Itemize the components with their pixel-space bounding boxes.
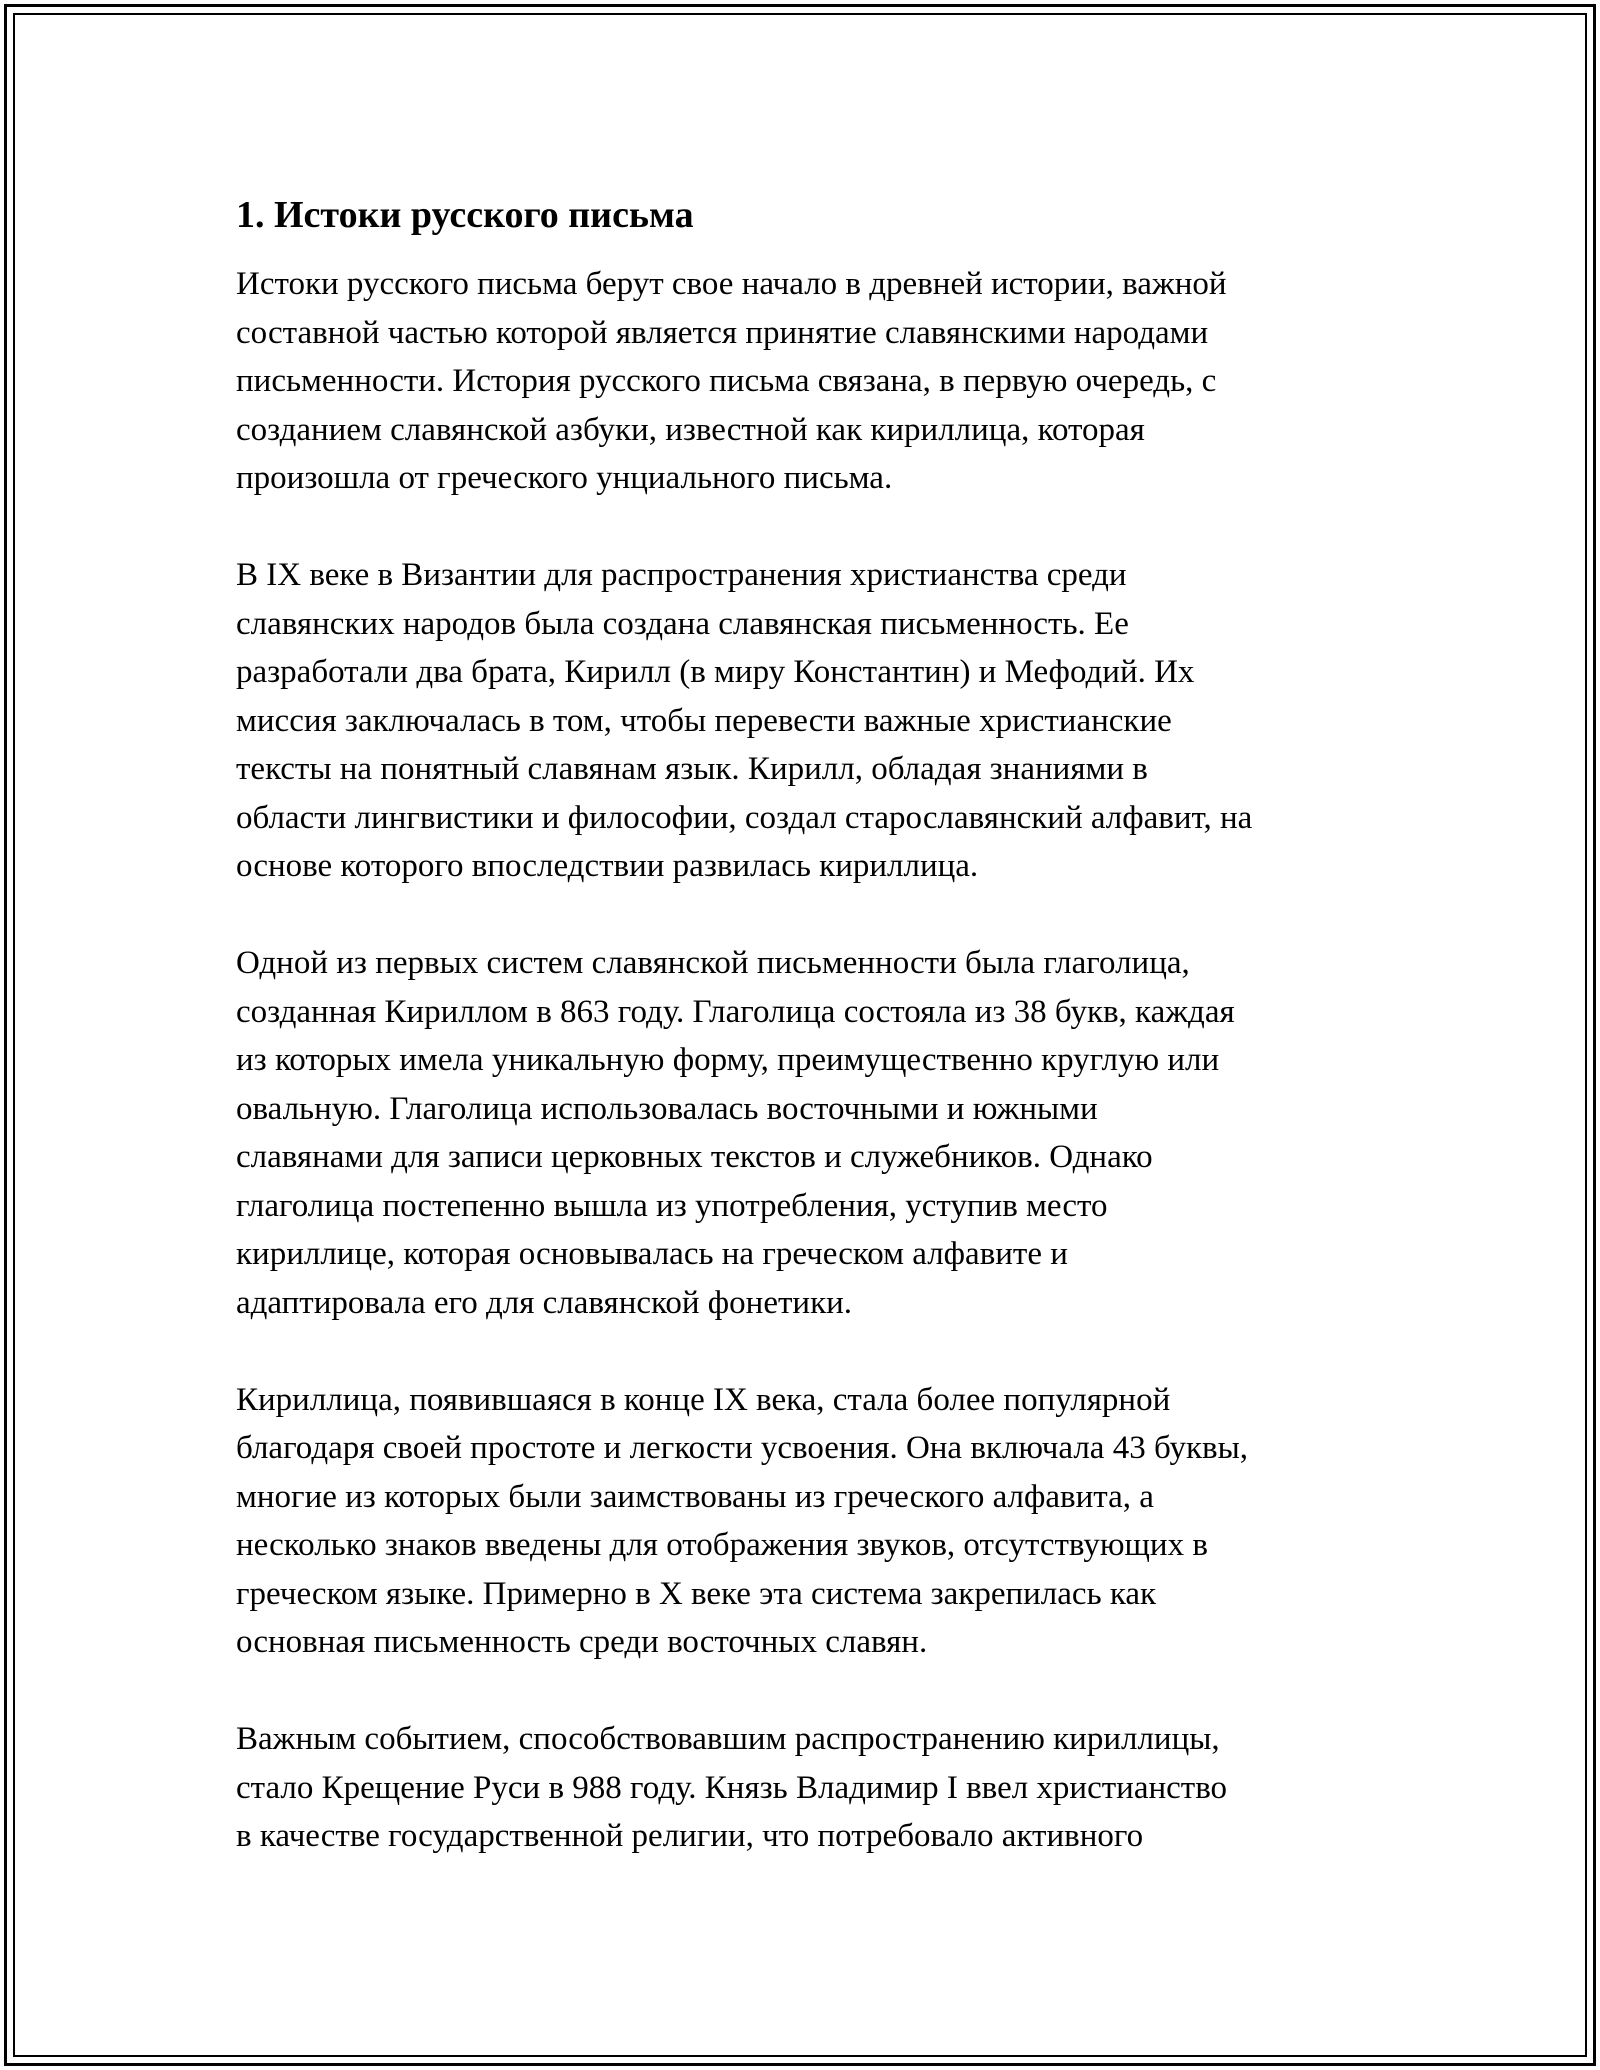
text-line: области лингвистики и философии, создал старославянский алфавит, на: [236, 799, 1253, 836]
text-line: славянских народов была создана славянская письменность. Ее: [236, 605, 1129, 642]
text-line: письменности. История русского письма связана, в первую очередь, с: [236, 363, 1217, 399]
section-heading: 1. Истоки русского письма: [236, 194, 694, 236]
text-line: кириллице, которая основывалась на греческом алфавите и: [236, 1236, 1068, 1272]
text-line: Одной из первых систем славянской письменности была глаголица,: [236, 945, 1190, 981]
paragraph: [236, 1376, 1396, 1667]
text-line: славянами для записи церковных текстов и служебников. Однако: [236, 1139, 1153, 1175]
text-line: разработали два брата, Кирилл (в миру Константин) и Мефодий. Их: [236, 654, 1195, 690]
text-line: Важным событием, способствовавшим распространению кириллицы,: [236, 1721, 1220, 1757]
text-line: из которых имела уникальную форму, преимущественно круглую или: [236, 1042, 1220, 1078]
text-line: адаптировала его для славянской фонетики.: [236, 1284, 853, 1321]
text-line: стало Крещение Руси в 988 году. Князь Владимир I ввел христианство: [236, 1769, 1228, 1806]
paragraph: [236, 1715, 1396, 1861]
text-line: основе которого впоследствии развилась кириллица.: [236, 848, 979, 884]
text-line: тексты на понятный славянам язык. Кирилл, обладая знаниями в: [236, 751, 1148, 787]
text-line: Истоки русского письма берут свое начало в древней истории, важной: [236, 266, 1227, 302]
paragraph: [236, 260, 1396, 503]
paragraph: [236, 939, 1396, 1327]
text-line: Кириллица, появившаяся в конце IX века, стала более популярной: [236, 1381, 1171, 1418]
text-line: миссия заключалась в том, чтобы перевести важные христианские: [236, 702, 1172, 739]
text-line: В IX веке в Византии для распространения христианства среди: [236, 557, 1127, 593]
text-line: благодаря своей простоте и легкости усвоения. Она включала 43 буквы,: [236, 1430, 1249, 1466]
text-line: овальную. Глаголица использовалась восточными и южными: [236, 1090, 1098, 1127]
text-line: созданная Кириллом в 863 году. Глаголица состояла из 38 букв, каждая: [236, 993, 1235, 1030]
text-line: созданием славянской азбуки, известной как кириллица, которая: [236, 411, 1145, 448]
paragraph: [236, 551, 1396, 891]
text-line: основная письменность среди восточных славян.: [236, 1624, 928, 1660]
text-line: в качестве государственной религии, что потребовало активного: [236, 1818, 1144, 1854]
text-line: глаголица постепенно вышла из употребления, уступив место: [236, 1187, 1108, 1224]
text-line: несколько знаков введены для отображения звуков, отсутствующих в: [236, 1527, 1208, 1563]
text-line: составной частью которой является принятие славянскими народами: [236, 314, 1209, 351]
document-page: [236, 188, 1396, 1909]
body-text: [236, 260, 1396, 1861]
text-line: греческом языке. Примерно в X веке эта система закрепилась как: [236, 1575, 1157, 1612]
text-line: произошла от греческого унциального письма.: [236, 460, 893, 496]
text-line: многие из которых были заимствованы из греческого алфавита, а: [236, 1478, 1154, 1515]
